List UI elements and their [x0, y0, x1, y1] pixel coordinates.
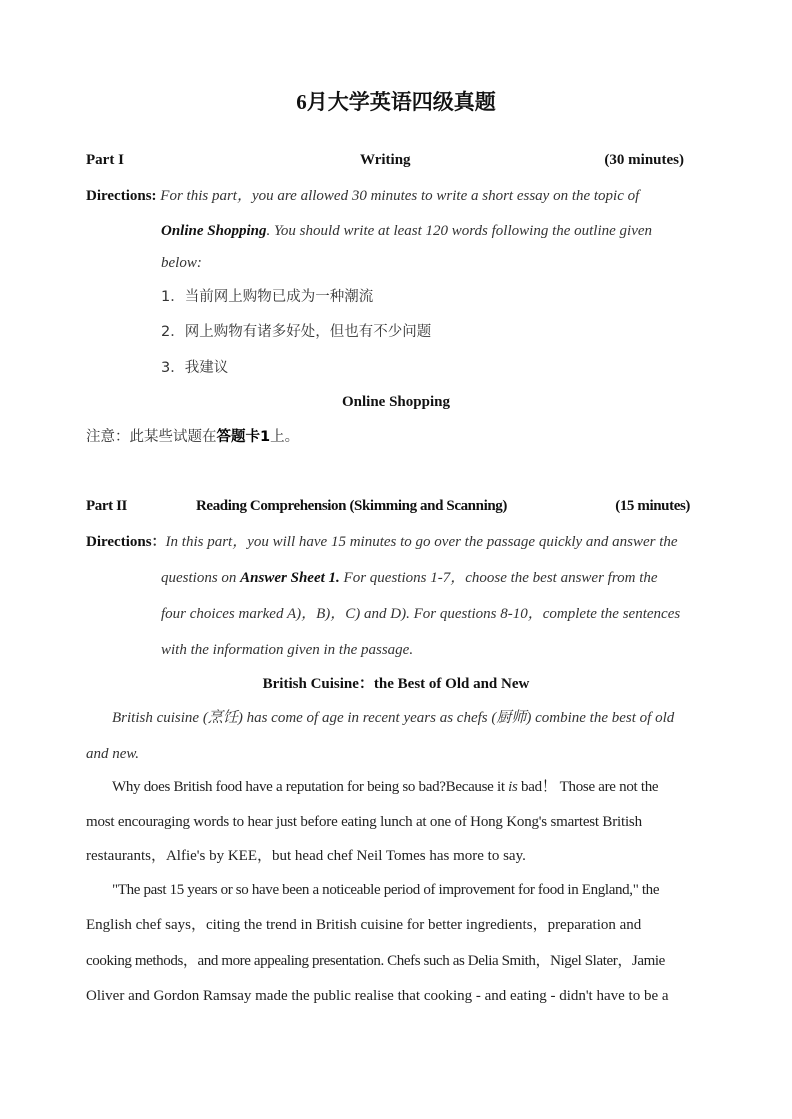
part1-directions-label: Directions: — [86, 188, 157, 204]
part2-directions-text2-post: For questions 1-7，choose the best answer from the — [339, 570, 658, 586]
part2-directions-line4: with the information given in the passage. — [161, 642, 414, 658]
para2-line4: Oliver and Gordon Ramsay made the public realise that cooking - and eating - didn't have to be a — [86, 988, 669, 1004]
part2-directions-line2 — [161, 568, 658, 588]
part1-section: Writing — [360, 152, 411, 168]
outline-item-1: 1．当前网上购物已成为一种潮流 — [161, 289, 374, 305]
para1-line1 — [112, 777, 658, 797]
part2-directions-line1 — [86, 532, 678, 552]
part2-label: Part II — [86, 498, 127, 514]
part1-directions-line1 — [86, 186, 639, 206]
outline-item-2: 2．网上购物有诸多好处，但也有不少问题 — [161, 324, 432, 340]
part2-directions-label: Directions — [86, 534, 152, 550]
para1-line1-post: bad！ Those are not the — [517, 779, 659, 795]
page-title: 6月大学英语四级真题 — [296, 90, 496, 114]
part1-directions-line3: below: — [161, 255, 202, 271]
part1-directions-line2 — [161, 221, 652, 241]
note-suffix: 上。 — [270, 429, 300, 445]
part2-section: Reading Comprehension (Skimming and Scanning) — [196, 498, 507, 514]
part2-directions-colon: ： — [151, 534, 166, 550]
part2-directions-line3: four choices marked A)，B)，C) and D). For questions 8-10，complete the sentences — [161, 606, 681, 622]
part2-header — [86, 498, 690, 520]
essay-title: Online Shopping — [342, 394, 450, 410]
part1-header — [86, 152, 690, 174]
part2-directions-text1: In this part，you will have 15 minutes to go over the passage quickly and answer the — [165, 534, 678, 550]
outline-item-3: 3．我建议 — [161, 360, 229, 376]
note-bold: 答题卡1 — [216, 429, 271, 445]
part1-directions-text1: For this part，you are allowed 30 minutes to write a short essay on the topic of — [156, 188, 640, 204]
para1-line1-is: is — [508, 779, 518, 795]
para2-line2: English chef says，citing the trend in British cuisine for better ingredients，preparation and — [86, 917, 642, 933]
para1-line2: most encouraging words to hear just before eating lunch at one of Hong Kong's smartest British — [86, 814, 642, 830]
part2-time: (15 minutes) — [615, 498, 690, 514]
para2-line3: cooking methods，and more appealing presentation. Chefs such as Delia Smith，Nigel Slater，Jamie — [86, 953, 665, 969]
passage-intro-line2: and new. — [86, 746, 140, 762]
para1-line3: restaurants，Alfie's by KEE，but head chef Neil Tomes has more to say. — [86, 848, 526, 864]
part1-directions-text2: . You should write at least 120 words following the outline given — [266, 223, 653, 239]
passage-intro-line1: British cuisine (烹饪) has come of age in recent years as chefs (厨师) combine the best of old — [112, 710, 675, 726]
note-prefix: 注意：此某些试题在 — [86, 429, 217, 445]
part2-answer-sheet: Answer Sheet 1. — [240, 570, 340, 586]
passage-title: British Cuisine：the Best of Old and New — [262, 676, 530, 692]
para2-line1: "The past 15 years or so have been a noticeable period of improvement for food in England," the — [112, 882, 660, 898]
part1-time: (30 minutes) — [604, 152, 684, 168]
answer-sheet-note — [86, 427, 299, 447]
part1-directions-topic: Online Shopping — [161, 223, 267, 239]
para1-line1-pre: Why does British food have a reputation for being so bad?Because it — [112, 779, 509, 795]
part2-directions-text2-pre: questions on — [161, 570, 241, 586]
part1-label: Part I — [86, 152, 124, 168]
